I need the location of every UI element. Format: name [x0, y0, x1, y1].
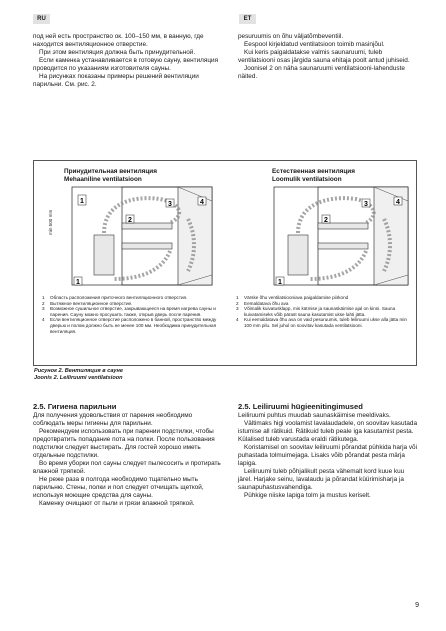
paragraph: Pühkige niiske lapiga tolm ja mustus keriselt.	[244, 492, 371, 499]
right-panel-title: Естественная вентиляция Loomulik ventilatsioon	[272, 168, 355, 183]
svg-text:1: 1	[278, 279, 282, 286]
legend-item: 4 Kui eemaldatava õhu ava on vaid pesuruumis, tuleb leiliruumi ukse alla jätta min 100 mm pilu. Sel juhul on soovitav kasutada ventilatsiooni.	[236, 317, 407, 328]
svg-text:1: 1	[76, 279, 80, 286]
hygiene-section-ru	[33, 402, 223, 508]
paragraph: Leiliruumi puhtus muudab saunaskäimise meeldivaks.	[238, 412, 391, 419]
natural-ventilation-diagram	[272, 185, 412, 289]
legend-item: 2 Вытяжное вентиляционное отверстие.	[42, 300, 133, 306]
paragraph: Для получения удовольствия от парения необходимо соблюдать меры гигиены для парильни.	[33, 412, 193, 427]
legend-item: 4 Если вентиляционное отверстие расположено в банной, пространство между дверью и полом должно быть не менее 100 мм. Необходима принудительная вентиляция.	[42, 317, 217, 334]
section-heading: 2.5. Гигиена парильни	[33, 402, 117, 411]
mechanical-ventilation-diagram	[70, 185, 220, 289]
paragraph: Во время уборки пол сауны следует пылесосить и протирать влажной тряпкой.	[33, 460, 221, 475]
right-legend	[236, 295, 412, 329]
legend-item: 2 Eemaldatava õhu ava	[236, 300, 289, 306]
paragraph: На рисунках показаны примеры решений вентиляции парильни. См. рис. 2.	[33, 73, 199, 88]
paragraph: Каменку очищают от пыли и грязи влажной тряпкой.	[39, 500, 195, 507]
language-tag-et: ET	[239, 14, 256, 24]
svg-text:1: 1	[80, 198, 84, 205]
paragraph: Leiliruumi tuleb põhjalikult pesta vähemalt kord kuue kuu järel. Harjake seinu, lavalaudu ja põrandat küürimisharja ja saunapuhastusvahendiga.	[238, 468, 405, 491]
paragraph: При этом вентиляция должна быть принудительной.	[39, 49, 196, 56]
paragraph: Eespool kirjeldatud ventilatsioon toimib masinjõul.	[244, 41, 385, 48]
hygiene-section-et	[238, 402, 418, 500]
paragraph: Не реже раза в полгода необходимо тщательно мыть парильню. Стены, полки и пол следует отчищать щеткой, используя моющие средства для сауны.	[33, 476, 204, 499]
svg-text:3: 3	[168, 201, 172, 208]
ventilation-figure	[33, 160, 417, 366]
svg-text:3: 3	[364, 201, 368, 208]
top-left-column	[33, 33, 223, 89]
language-tag-ru: RU	[33, 14, 50, 24]
svg-text:4: 4	[200, 199, 204, 206]
left-panel-title: Принудительная вентиляция Mehaaniline ventilatsioon	[64, 168, 157, 183]
svg-text:4: 4	[396, 199, 400, 206]
paragraph: под ней есть пространство ок. 100–150 мм, в ванную, где находится вентиляционное отверстие.	[33, 33, 204, 48]
min-height-label: min 500 mm	[48, 209, 53, 235]
paragraph: Kui keris paigaldatakse valmis saunaruumi, tuleb ventilatsiooni osas järgida sauna ehitaja poolt antud juhiseid.	[238, 49, 410, 64]
svg-text:2: 2	[324, 217, 328, 224]
legend-item: 1 Värske õhu ventilatsiooniava paigaldamise piirkond	[236, 295, 349, 300]
paragraph: pesuruumis on õhu väljatõmbeventiil.	[238, 33, 344, 40]
paragraph: Joonisel 2 on näha saunaruumi ventilatsiooni-lahenduste näited.	[238, 65, 405, 80]
figure-caption: Рисунок 2. Вентиляция в сауне Joonis 2. Leiliruumi ventilatsioon	[34, 368, 123, 381]
top-right-column	[238, 33, 418, 81]
page-number: 9	[415, 602, 419, 609]
left-legend	[42, 295, 222, 334]
legend-item: 3 Возможное сушильное отверстие, закрывающееся на время нагрева сауны и парения. Сауну можно просушить также, открыв дверь после парения.	[42, 306, 216, 317]
section-heading: 2.5. Leiliruumi hügieenitingimused	[238, 402, 363, 411]
paragraph: Если каменка устанавливается в готовую сауну, вентиляция проводится по указаниям изготовителя сауны.	[33, 57, 219, 72]
svg-text:2: 2	[128, 217, 132, 224]
paragraph: Vältimaks higi voolamist lavalaudadele, on soovitav kasutada istumise all rätikuid. Rätikuid tuleb peale iga kasutamist pesta. Külalised tuleb varustada eraldi rätikutega.	[238, 420, 417, 443]
paragraph: Koristamisel on soovitav leiliruumi põrandat pühkida harja või puhastada tolmuimejaga. Lisaks võib põrandat pesta märja lapiga.	[238, 444, 417, 467]
legend-item: 3 Võimalik kuivatusklapp, mis kütmise ja saunaskäimise ajal on kinni. Sauna kuivatamiseks võib pärast sauna kasutamist ukse lahti jätta.	[236, 306, 396, 317]
legend-item: 1 Область расположения приточного вентиляционного отверстия.	[42, 295, 188, 300]
paragraph: Рекомендуем использовать при парении подстилки, чтобы предотвратить попадание пота на полки. После пользования подстилки следует выстирать. Для гостей хорошо иметь отдельные подстилки.	[33, 428, 215, 459]
